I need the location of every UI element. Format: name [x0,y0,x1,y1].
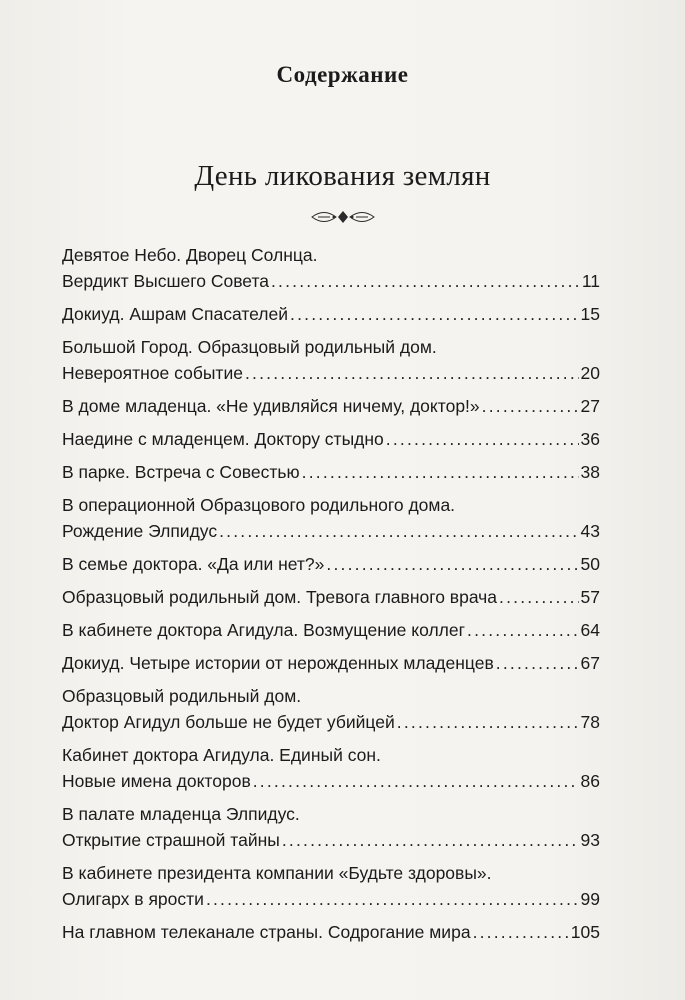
toc-entry-heading: В операционной Образцового родильного дома. [62,495,456,515]
dot-leader [290,301,579,327]
toc-entry-title: Открытие страшной тайны [62,830,280,850]
dot-leader [253,768,579,794]
toc-page-number: 38 [580,462,600,482]
dot-leader [326,551,578,577]
toc-page-number: 57 [580,587,600,607]
toc-entry-row [62,518,600,544]
toc-entry[interactable] [62,617,600,643]
toc-entry[interactable] [62,393,600,419]
toc-page-number: 20 [580,363,600,383]
toc-entry[interactable] [62,301,600,327]
dot-leader [206,886,579,912]
dot-leader [467,617,579,643]
dot-leader [482,393,579,419]
dot-leader [271,268,580,294]
toc-entry-title: Докиуд. Четыре истории от нерожденных младенцев [62,653,494,673]
section-title: День ликования землян [194,160,491,192]
dot-leader [496,650,579,676]
toc-entry-title: Рождение Элпидус [62,521,218,541]
toc-entry-title: В парке. Встреча с Совестью [62,462,300,482]
toc-page-number: 93 [580,830,600,850]
toc-entry[interactable] [62,551,600,577]
toc-entry[interactable] [62,919,600,945]
toc-entry[interactable] [62,742,600,794]
toc-entry-title: В семье доктора. «Да или нет?» [62,554,325,574]
toc-page-number: 64 [580,620,600,640]
toc-entry-row [62,393,600,419]
toc-entry[interactable] [62,584,600,610]
toc-entry-title: Докиуд. Ашрам Спасателей [62,304,289,324]
toc-page-number: 36 [580,429,600,449]
toc-page-number: 78 [580,712,600,732]
dot-leader [386,426,579,452]
toc-page-number: 99 [580,889,600,909]
toc-entry-title: В кабинете доктора Агидула. Возмущение коллег [62,620,466,640]
toc-entry[interactable] [62,426,600,452]
toc-page-number: 67 [580,653,600,673]
dot-leader [302,459,579,485]
dot-leader [219,518,578,544]
toc-page-number: 43 [580,521,600,541]
toc-entry-heading: Образцовый родильный дом. [62,686,302,706]
toc-entry[interactable] [62,650,600,676]
toc-entry[interactable] [62,334,600,386]
toc-entry-heading: В палате младенца Элпидус. [62,804,300,824]
toc-entry-title: Вердикт Высшего Совета [62,271,269,291]
toc-entry-row [62,768,600,794]
toc-page-number: 11 [581,271,600,291]
toc-entry-row [62,268,600,294]
toc-entry[interactable] [62,801,600,853]
dot-leader [282,827,579,853]
toc-entry-heading: Кабинет доктора Агидула. Единый сон. [62,745,381,765]
toc-entry[interactable] [62,492,600,544]
toc-entry-heading: В кабинете президента компании «Будьте здоровы». [62,863,492,883]
toc-entry-title: Образцовый родильный дом. Тревога главного врача [62,587,498,607]
toc-entry-row [62,919,600,945]
toc-page-number: 105 [570,922,600,942]
toc-entry-heading: Большой Город. Образцовый родильный дом. [62,337,437,357]
toc-entry[interactable] [62,860,600,912]
toc-entry-row [62,551,600,577]
toc-entry-row [62,650,600,676]
toc-entry-row [62,584,600,610]
dot-leader [499,584,579,610]
toc-entry-title: Невероятное событие [62,363,243,383]
toc-entry-title: В доме младенца. «Не удивляйся ничему, доктор!» [62,396,480,416]
toc-page-number: 50 [580,554,600,574]
toc-entry-row [62,709,600,735]
contents-heading: Содержание [276,62,409,87]
toc-page-number: 86 [580,771,600,791]
table-of-contents [62,242,600,952]
toc-entry-row [62,617,600,643]
dot-leader [397,709,579,735]
toc-entry-row [62,426,600,452]
toc-entry-heading: Девятое Небо. Дворец Солнца. [62,245,318,265]
dot-leader [245,360,579,386]
toc-page-number: 27 [580,396,600,416]
ornament-icon [310,208,376,226]
toc-entry-title: На главном телеканале страны. Содрогание мира [62,922,471,942]
toc-entry-row [62,886,600,912]
toc-entry-row [62,360,600,386]
toc-page-number: 15 [580,304,600,324]
toc-entry-title: Доктор Агидул больше не будет убийцей [62,712,395,732]
toc-entry-row [62,827,600,853]
toc-entry-title: Новые имена докторов [62,771,251,791]
toc-entry-title: Наедине с младенцем. Доктору стыдно [62,429,384,449]
toc-entry[interactable] [62,459,600,485]
toc-entry[interactable] [62,683,600,735]
toc-entry-row [62,301,600,327]
toc-entry[interactable] [62,242,600,294]
toc-entry-title: Олигарх в ярости [62,889,204,909]
dot-leader [473,919,569,945]
toc-entry-row [62,459,600,485]
